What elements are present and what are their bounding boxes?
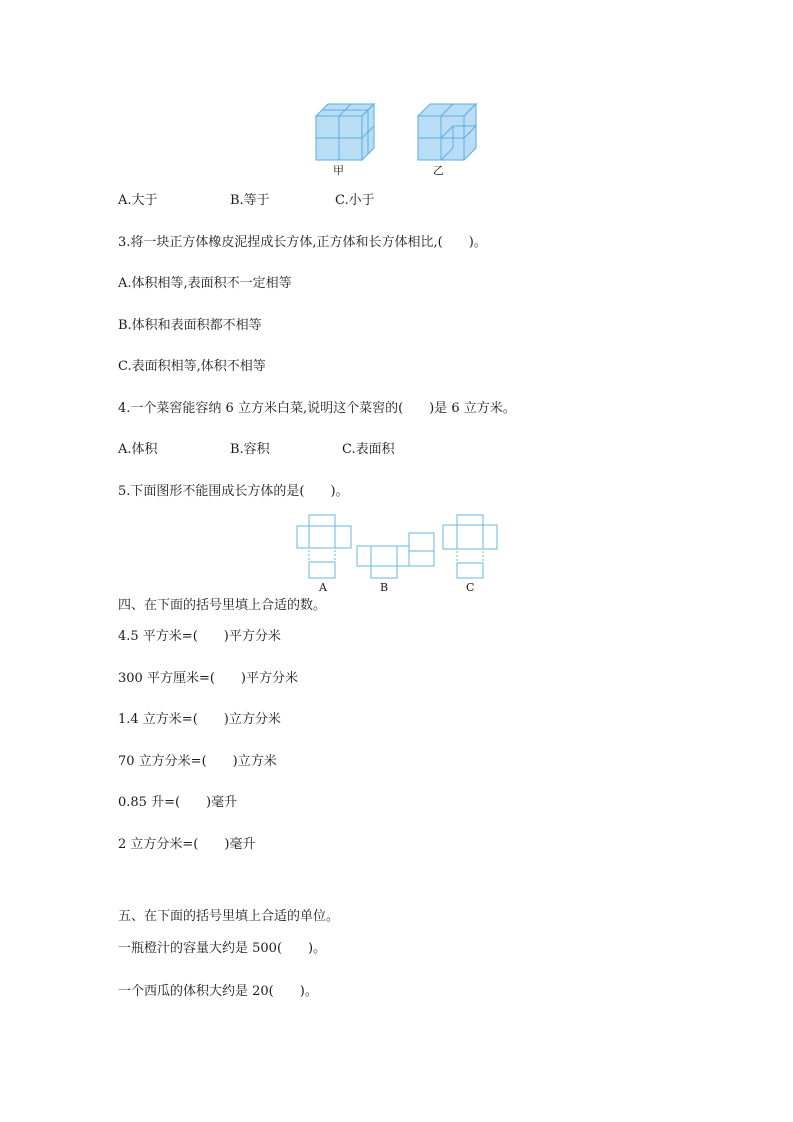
net-label-c: C bbox=[466, 581, 475, 594]
q5-stem: 5.下面图形不能围成长方体的是( )。 bbox=[118, 484, 349, 499]
section4-heading: 四、在下面的括号里填上合适的数。 bbox=[118, 598, 327, 613]
section4-item-4: 70 立方分米=( )立方米 bbox=[118, 754, 277, 769]
section4-item-3: 1.4 立方米=( )立方分米 bbox=[118, 712, 281, 727]
q2-option-a: A.大于 bbox=[118, 193, 158, 208]
q2-option-c: C.小于 bbox=[335, 193, 375, 208]
net-label-b: B bbox=[380, 581, 389, 594]
q4-option-c: C.表面积 bbox=[342, 442, 395, 457]
q2-option-b: B.等于 bbox=[230, 193, 270, 208]
q3-stem: 3.将一块正方体橡皮泥捏成长方体,正方体和长方体相比,( )。 bbox=[118, 235, 487, 250]
q3-option-c: C.表面积相等,体积不相等 bbox=[118, 359, 266, 374]
section5-item-1: 一瓶橙汁的容量大约是 500( )。 bbox=[118, 941, 327, 956]
section5-heading: 五、在下面的括号里填上合适的单位。 bbox=[118, 909, 340, 924]
cube-figure-yi bbox=[414, 98, 480, 162]
q4-option-a: A.体积 bbox=[118, 442, 158, 457]
net-figure-c bbox=[442, 514, 498, 580]
section5-item-2: 一个西瓜的体积大约是 20( )。 bbox=[118, 984, 318, 999]
section4-item-6: 2 立方分米=( )毫升 bbox=[118, 837, 256, 852]
section4-item-2: 300 平方厘米=( )平方分米 bbox=[118, 671, 298, 686]
figure-label-jia: 甲 bbox=[333, 164, 344, 177]
net-figure-a bbox=[296, 514, 352, 580]
net-label-a: A bbox=[319, 581, 327, 594]
q4-stem: 4.一个菜窖能容纳 6 立方米白菜,说明这个菜窖的( )是 6 立方米。 bbox=[118, 401, 516, 416]
figure-label-yi: 乙 bbox=[433, 164, 444, 177]
section4-item-5: 0.85 升=( )毫升 bbox=[118, 795, 238, 810]
net-figure-b bbox=[356, 532, 436, 580]
cube-figure-jia bbox=[312, 98, 378, 162]
q3-option-a: A.体积相等,表面积不一定相等 bbox=[118, 276, 292, 291]
q4-option-b: B.容积 bbox=[230, 442, 270, 457]
q3-option-b: B.体积和表面积都不相等 bbox=[118, 318, 262, 333]
section4-item-1: 4.5 平方米=( )平方分米 bbox=[118, 629, 281, 644]
